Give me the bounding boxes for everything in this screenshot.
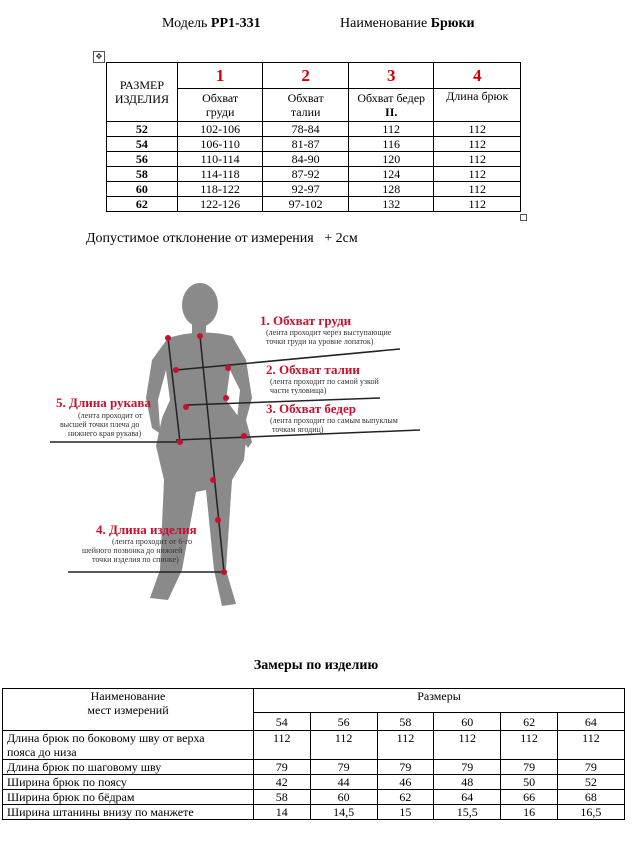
table-row: 52 102-106 78-84 112 112 xyxy=(107,122,521,137)
table-row: Длина брюк по шаговому шву 79 79 79 79 79 79 xyxy=(3,760,625,775)
table-move-handle-icon[interactable]: ✥ xyxy=(93,51,105,63)
name-label: Наименование xyxy=(340,16,428,31)
label-hip-note2: точкам ягодиц) xyxy=(272,425,324,434)
table-row: 54 106-110 81-87 116 112 xyxy=(107,137,521,152)
label-hip-title: 3. Обхват бедер xyxy=(266,401,356,416)
label-length-note3: точки изделия по спинке) xyxy=(92,555,179,564)
measurement-figure xyxy=(0,270,632,615)
size-header-line2: ИЗДЕЛИЯ xyxy=(114,92,169,106)
size-header-line1: РАЗМЕР xyxy=(119,78,165,92)
label-bust-title: 1. Обхват груди xyxy=(260,313,352,328)
model-value: PP1-331 xyxy=(210,16,261,31)
size-col-62: 62 xyxy=(501,713,558,731)
table-row: Ширина брюк по поясу 42 44 46 48 50 52 xyxy=(3,775,625,790)
measurements-title: Замеры по изделию xyxy=(253,658,379,673)
name-value: Брюки xyxy=(430,16,475,31)
label-sleeve-note2: высшей точки плеча до xyxy=(60,420,140,429)
table-row: 62 122-126 97-102 132 112 xyxy=(107,197,521,212)
measurements-table xyxy=(2,688,625,820)
model-heading xyxy=(162,16,261,32)
size-col-54: 54 xyxy=(254,713,311,731)
label-length-note2: шейного позвонка до нижней xyxy=(82,546,183,555)
table-resize-handle[interactable] xyxy=(520,214,527,221)
tolerance-note xyxy=(86,231,358,247)
label-hip-note1: (лента проходит по самым выпуклым xyxy=(270,416,398,425)
size-col-60: 60 xyxy=(434,713,501,731)
size-table xyxy=(106,62,521,212)
col-label-2: Обхват талии xyxy=(263,89,349,122)
name-heading xyxy=(340,16,475,32)
label-length-note1: (лента проходит от 6-го xyxy=(112,537,193,546)
table-row: Длина брюк по боковому шву от верха пояса до низа 112 112 112 112 112 112 xyxy=(3,731,625,760)
col-label-1: Обхват груди xyxy=(177,89,263,122)
label-length-title: 4. Длина изделия xyxy=(96,522,197,537)
label-waist-note2: части туловища) xyxy=(270,386,327,395)
size-col-58: 58 xyxy=(377,713,434,731)
table-row: 56 110-114 84-90 120 112 xyxy=(107,152,521,167)
label-sleeve-note1: (лента проходит от xyxy=(78,411,143,420)
col-label-3: Обхват бедер II. xyxy=(348,89,434,122)
col-number-1: 1 xyxy=(177,63,263,89)
col-number-4: 4 xyxy=(434,63,521,89)
size-header-cell xyxy=(107,63,178,122)
label-waist-title: 2. Обхват талии xyxy=(266,362,360,377)
table-row: 58 114-118 87-92 124 112 xyxy=(107,167,521,182)
label-waist-note1: (лента проходит по самой узкой xyxy=(270,377,379,386)
tolerance-text: Допустимое отклонение от измерения xyxy=(86,231,314,246)
label-bust-note1: (лента проходит через выступающие xyxy=(266,328,392,337)
col-number-2: 2 xyxy=(263,63,349,89)
label-sleeve-note3: нижнего края рукава) xyxy=(68,429,142,438)
place-header-cell: Наименование мест измерений xyxy=(3,689,254,731)
label-sleeve-title: 5. Длина рукава xyxy=(56,395,151,410)
col-number-3: 3 xyxy=(348,63,434,89)
size-col-64: 64 xyxy=(557,713,624,731)
size-col-56: 56 xyxy=(310,713,377,731)
label-bust-note2: точки груди на уровне лопаток) xyxy=(266,337,374,346)
table-row: 60 118-122 92-97 128 112 xyxy=(107,182,521,197)
col-label-4: Длина брюк xyxy=(434,89,521,122)
table-row: Ширина брюк по бёдрам 58 60 62 64 66 68 xyxy=(3,790,625,805)
sizes-header: Размеры xyxy=(254,689,625,713)
tolerance-value: + 2см xyxy=(324,231,358,246)
table-row: Ширина штанины внизу по манжете 14 14,5 15 15,5 16 16,5 xyxy=(3,805,625,820)
model-label: Модель xyxy=(162,16,208,31)
